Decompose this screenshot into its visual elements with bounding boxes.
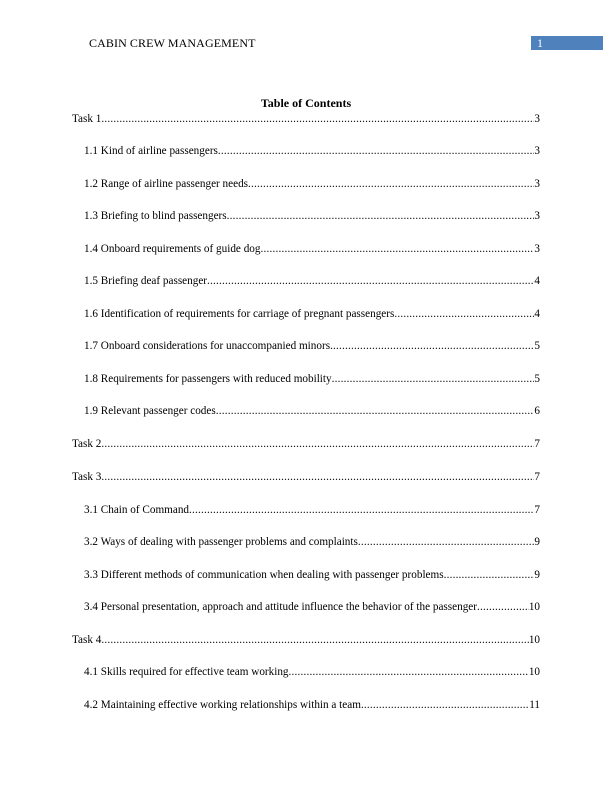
page-number-box bbox=[531, 36, 603, 50]
toc-entry-task-2[interactable] bbox=[72, 437, 540, 451]
toc-page-number: 4 bbox=[534, 275, 540, 287]
toc-entry-text: 1.7 Onboard considerations for unaccompanied minors bbox=[84, 340, 331, 352]
toc-entry-3-1[interactable] bbox=[84, 503, 540, 517]
toc-entry-text: 1.1 Kind of airline passengers bbox=[84, 145, 218, 157]
toc-entry-task-4[interactable] bbox=[72, 633, 540, 647]
toc-entry-1-2[interactable] bbox=[84, 177, 540, 191]
toc-leader-dots bbox=[101, 437, 534, 451]
toc-entry-3-3[interactable] bbox=[84, 568, 540, 582]
toc-entry-1-7[interactable] bbox=[84, 339, 540, 353]
toc-entry-text: Task 3 bbox=[72, 471, 102, 483]
toc-entry-text: Task 2 bbox=[72, 438, 102, 450]
toc-entry-1-4[interactable] bbox=[84, 242, 540, 256]
toc-leader-dots bbox=[216, 404, 535, 418]
toc-page-number: 5 bbox=[534, 340, 540, 352]
toc-heading: Table of Contents bbox=[260, 96, 352, 110]
toc-entry-3-2[interactable] bbox=[84, 535, 540, 549]
toc-leader-dots bbox=[101, 112, 534, 126]
toc-entry-1-6[interactable] bbox=[84, 307, 540, 321]
toc-entry-1-8[interactable] bbox=[84, 372, 540, 386]
toc-entry-text: 1.8 Requirements for passengers with reduced mobility bbox=[84, 373, 332, 385]
toc-page-number: 9 bbox=[534, 536, 540, 548]
toc-entry-text: 3.2 Ways of dealing with passenger problems and complaints bbox=[84, 536, 358, 548]
toc-leader-dots bbox=[207, 274, 534, 288]
toc-entry-text: 3.4 Personal presentation, approach and attitude influence the behavior of the passenger bbox=[84, 601, 477, 613]
toc-leader-dots bbox=[218, 144, 535, 158]
toc-entry-text: 1.4 Onboard requirements of guide dog bbox=[84, 243, 261, 255]
toc-entry-1-3[interactable] bbox=[84, 209, 540, 223]
toc-leader-dots bbox=[330, 339, 534, 353]
page-number: 1 bbox=[537, 36, 543, 50]
toc-leader-dots bbox=[260, 242, 534, 256]
toc-page-number: 10 bbox=[528, 634, 540, 646]
toc-entry-text: 3.3 Different methods of communication when dealing with passenger problems bbox=[84, 569, 444, 581]
toc-entry-text: 1.3 Briefing to blind passengers bbox=[84, 210, 227, 222]
toc-page-number: 7 bbox=[534, 471, 540, 483]
toc-page-number: 10 bbox=[528, 601, 540, 613]
toc-entry-text: Task 4 bbox=[72, 634, 102, 646]
toc-entry-text: 1.9 Relevant passenger codes bbox=[84, 405, 216, 417]
toc-page-number: 3 bbox=[534, 178, 540, 190]
toc-page-number: 5 bbox=[534, 373, 540, 385]
toc-entry-text: Task 1 bbox=[72, 113, 102, 125]
toc-page-number: 3 bbox=[534, 210, 540, 222]
toc-page-number: 9 bbox=[534, 569, 540, 581]
toc-leader-dots bbox=[101, 470, 534, 484]
toc-leader-dots bbox=[444, 568, 535, 582]
toc-leader-dots bbox=[332, 372, 535, 386]
toc-entry-task-1[interactable] bbox=[72, 112, 540, 126]
toc-entry-text: 4.2 Maintaining effective working relationships within a team bbox=[84, 699, 361, 711]
toc-leader-dots bbox=[101, 633, 528, 647]
toc-page-number: 10 bbox=[528, 666, 540, 678]
toc-leader-dots bbox=[248, 177, 534, 191]
toc-leader-dots bbox=[289, 665, 529, 679]
toc-entry-text: 1.2 Range of airline passenger needs bbox=[84, 178, 249, 190]
toc-leader-dots bbox=[189, 503, 534, 517]
toc-leader-dots bbox=[477, 600, 529, 614]
toc-page-number: 6 bbox=[534, 405, 540, 417]
toc-entry-1-1[interactable] bbox=[84, 144, 540, 158]
toc-leader-dots bbox=[227, 209, 535, 223]
toc-leader-dots bbox=[394, 307, 534, 321]
toc-entry-text: 4.1 Skills required for effective team working bbox=[84, 666, 289, 678]
toc-page-number: 3 bbox=[534, 113, 540, 125]
toc-page-number: 4 bbox=[534, 308, 540, 320]
toc-entry-4-1[interactable] bbox=[84, 665, 540, 679]
toc-entry-1-5[interactable] bbox=[84, 274, 540, 288]
toc-entry-text: 3.1 Chain of Command bbox=[84, 504, 190, 516]
toc-leader-dots bbox=[361, 698, 529, 712]
toc-page-number: 7 bbox=[534, 438, 540, 450]
toc-leader-dots bbox=[358, 535, 535, 549]
toc-entry-1-9[interactable] bbox=[84, 404, 540, 418]
toc-entry-text: 1.5 Briefing deaf passenger bbox=[84, 275, 208, 287]
toc-entry-3-4[interactable] bbox=[84, 600, 540, 614]
toc-page-number: 7 bbox=[534, 504, 540, 516]
toc-entry-task-3[interactable] bbox=[72, 470, 540, 484]
toc-page-number: 3 bbox=[534, 145, 540, 157]
running-title: CABIN CREW MANAGEMENT bbox=[89, 36, 256, 50]
toc-entry-text: 1.6 Identification of requirements for carriage of pregnant passengers bbox=[84, 308, 395, 320]
toc-page-number: 3 bbox=[534, 243, 540, 255]
toc-entry-4-2[interactable] bbox=[84, 698, 540, 712]
toc-page-number: 11 bbox=[529, 699, 540, 711]
